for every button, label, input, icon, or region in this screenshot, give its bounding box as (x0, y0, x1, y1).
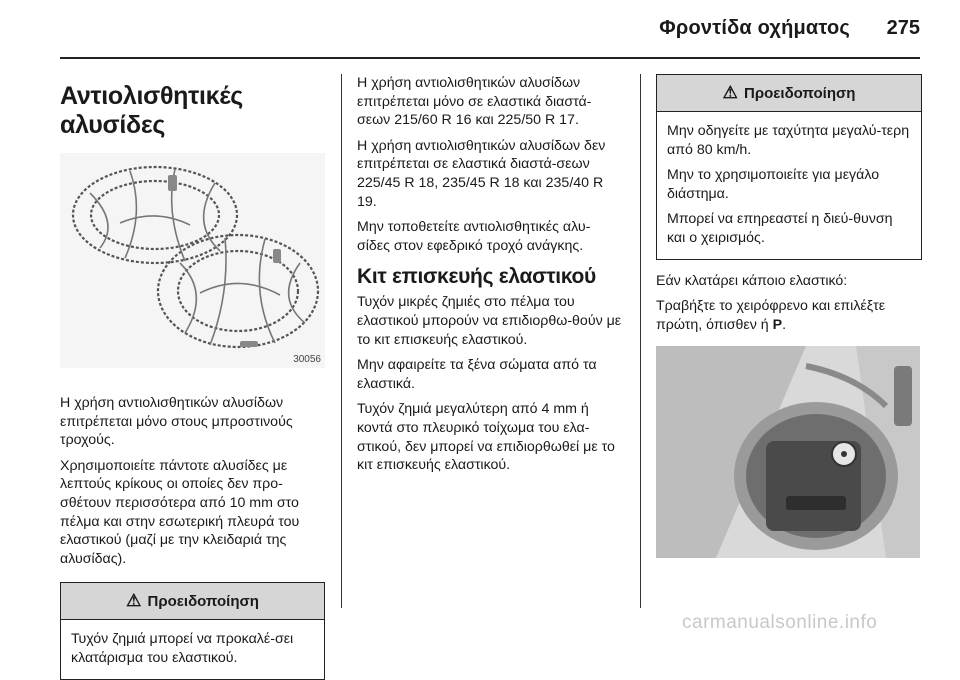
column-2 (357, 74, 622, 482)
warning-box (60, 582, 325, 679)
paragraph: Μην αφαιρείτε τα ξένα σώματα από τα ελαστικά. (357, 357, 597, 392)
page-number: 275 (886, 17, 920, 39)
warning-triangle-icon: ⚠ (126, 591, 142, 611)
repair-kit-compartment-photo (656, 346, 920, 558)
snow-chains-drawing (60, 153, 325, 368)
warning-header (657, 75, 921, 112)
column-1 (60, 72, 325, 680)
warning-text: Μην το χρησιμοποιείτε για μεγάλο διάστημα. (667, 167, 880, 202)
paragraph: Εάν κλατάρει κάποιο ελαστικό: (656, 272, 848, 289)
section-title-tyre-repair-kit: Κιτ επισκευής ελαστικού (357, 265, 596, 289)
warning-body (61, 620, 324, 678)
paragraph: Μην τοποθετείτε αντιολισθητικές αλυ-σίδες στον εφεδρικό τροχό ανάγκης. (357, 219, 591, 254)
park-key-label: P (772, 316, 783, 333)
warning-triangle-icon: ⚠ (722, 83, 738, 102)
paragraph-text: Τραβήξτε το χειρόφρενο και επιλέξτε πρώτη, όπισθεν ή (656, 298, 886, 333)
header-title: Φροντίδα οχήματος (659, 17, 850, 39)
column-3 (656, 72, 922, 558)
paragraph: Χρησιμοποιείτε πάντοτε αλυσίδες με λεπτούς κρίκους οι οποίες δεν προ-σθέτουν περισσότερα από 10 mm στο πέλμα και στην εσωτερική πλευρά του ελαστικού (μαζί με την κλειδαριά της αλυσίδας). (60, 457, 300, 567)
section-title-snow-chains: Αντιολισθητικές αλυσίδες (60, 82, 243, 139)
snow-chains-illustration (60, 153, 325, 368)
warning-body (657, 112, 921, 259)
paragraph: Η χρήση αντιολισθητικών αλυσίδων επιτρέπεται μόνο σε ελαστικά διαστά-σεων 215/60 R 16 και 225/50 R 17. (357, 75, 592, 129)
figure-number: 30056 (293, 354, 321, 365)
column-divider-2 (640, 74, 641, 608)
warning-text: Μπορεί να επηρεαστεί η διεύ-θυνση και ο χειρισμός. (667, 211, 893, 246)
watermark-text: carmanualsonline.info (682, 612, 878, 633)
paragraph-text: . (782, 316, 787, 333)
paragraph: Η χρήση αντιολισθητικών αλυσίδων επιτρέπεται μόνο στους μπροστινούς τροχούς. (60, 395, 293, 449)
paragraph: Τυχόν ζημιά μεγαλύτερη από 4 mm ή κοντά στο πλευρικό τοίχωμα του ελα-στικού, δεν μπορεί να επιδιορθωθεί με το κιτ επισκευής ελαστικού. (357, 401, 615, 474)
warning-text: Μην οδηγείτε με ταχύτητα μεγαλύ-τερη από 80 km/h. (667, 123, 910, 158)
paragraph (656, 297, 922, 334)
warning-title: Προειδοποίηση (147, 593, 259, 611)
page-header (0, 0, 960, 50)
header-rule (60, 57, 920, 59)
warning-title: Προειδοποίηση (744, 85, 856, 102)
warning-header (61, 583, 324, 620)
column-divider-1 (341, 74, 342, 608)
paragraph: Τυχόν μικρές ζημιές στο πέλμα του ελαστικού μπορούν να επιδιορθω-θούν με το κιτ επισκευής ελαστικού. (357, 294, 622, 348)
warning-box (656, 74, 922, 260)
paragraph: Η χρήση αντιολισθητικών αλυσίδων δεν επιτρέπεται σε ελαστικά διαστά-σεων 225/45 R 18, 235/45 R 18 και 235/40 R 19. (357, 137, 606, 210)
warning-text: Τυχόν ζημιά μπορεί να προκαλέ-σει κλατάρισμα του ελαστικού. (71, 631, 294, 666)
repair-kit-drawing (656, 346, 920, 558)
